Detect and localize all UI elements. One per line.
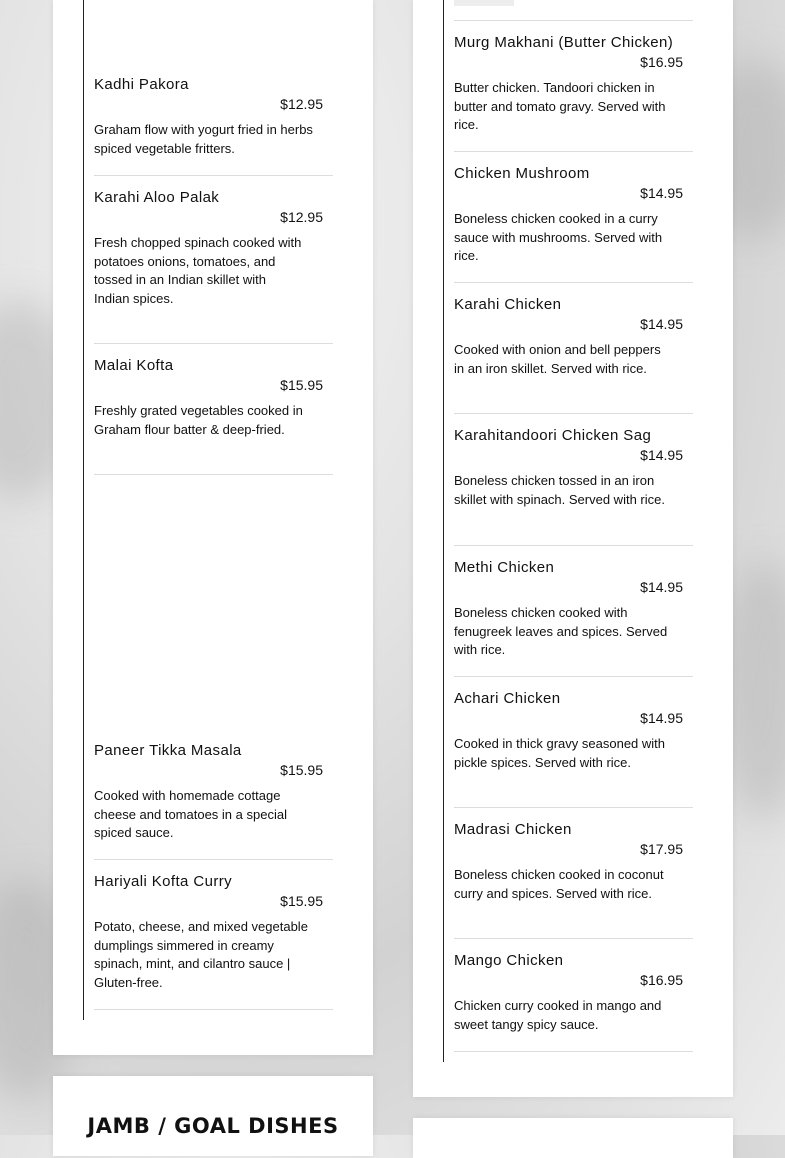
menu-item-name: Paneer Tikka Masala [94,742,242,759]
menu-item-description: Graham flow with yogurt fried in herbs spiced vegetable fritters. [94,122,313,156]
menu-item-name: Karahi Aloo Palak [94,189,220,206]
menu-item-description: Chicken curry cooked in mango and sweet tangy spicy sauce. [454,998,662,1032]
menu-item [454,427,693,546]
menu-item-description: Cooked with onion and bell peppers in an iron skillet. Served with rice. [454,342,661,376]
menu-item-price: $17.95 [640,841,683,857]
menu-item-name: Hariyali Kofta Curry [94,873,233,890]
menu-item [454,296,693,414]
menu-item [454,34,693,152]
divider [454,20,693,21]
menu-item-price: $14.95 [640,185,683,201]
menu-item-description: Potato, cheese, and mixed vegetable dumplings simmered in creamy spinach, mint, and cilantro sauce | Gluten-free. [94,919,308,990]
column-divider-line [443,0,444,1062]
menu-item [94,189,333,344]
menu-item-price: $14.95 [640,316,683,332]
menu-item-description: Butter chicken. Tandoori chicken in butter and tomato gravy. Served with rice. [454,80,666,133]
menu-item [454,821,693,939]
menu-item-price: $12.95 [280,209,323,225]
menu-item [454,165,693,283]
menu-item-name: Kadhi Pakora [94,76,189,93]
menu-item [454,952,693,1052]
menu-item-price: $14.95 [640,447,683,463]
menu-item-name: Karahitandoori Chicken Sag [454,427,652,444]
menu-card-vegetarian [53,0,373,1055]
menu-item-price: $14.95 [640,710,683,726]
menu-item-name: Methi Chicken [454,559,555,576]
menu-item-price: $14.95 [640,579,683,595]
menu-item-description: Boneless chicken cooked in a curry sauce with mushrooms. Served with rice. [454,211,663,264]
section-title: JAMB / GOAL DISHES [87,1114,339,1138]
menu-item-name: Madrasi Chicken [454,821,572,838]
menu-item-description: Boneless chicken cooked with fenugreek leaves and spices. Served with rice. [454,605,668,658]
menu-item-price: $16.95 [640,972,683,988]
menu-item-description: Boneless chicken cooked in coconut curry and spices. Served with rice. [454,867,664,901]
menu-item [94,742,333,860]
menu-item-name: Achari Chicken [454,690,561,707]
menu-card-chicken [413,0,733,1097]
menu-card-next [413,1118,733,1158]
menu-item [454,690,693,808]
menu-item-price: $15.95 [280,893,323,909]
menu-item-price: $15.95 [280,762,323,778]
menu-item [94,76,333,176]
menu-item-price: $15.95 [280,377,323,393]
menu-item-name: Mango Chicken [454,952,564,969]
menu-item-price: $16.95 [640,54,683,70]
menu-item-name: Karahi Chicken [454,296,562,313]
column-divider-line [83,0,84,1020]
menu-item [454,559,693,677]
menu-item-name: Chicken Mushroom [454,165,590,182]
menu-item-price: $12.95 [280,96,323,112]
menu-item-name: Murg Makhani (Butter Chicken) [454,34,674,51]
menu-item-description: Cooked in thick gravy seasoned with pickle spices. Served with rice. [454,736,666,770]
menu-item-name: Malai Kofta [94,357,174,374]
menu-item [94,873,333,1010]
menu-item-description: Boneless chicken tossed in an iron skillet with spinach. Served with rice. [454,473,665,507]
menu-item-description: Freshly grated vegetables cooked in Graham flour batter & deep-fried. [94,403,303,437]
menu-item [94,357,333,475]
menu-card-jamb-goal [53,1076,373,1156]
cut-off-text [454,0,514,6]
menu-item-description: Fresh chopped spinach cooked with potatoes onions, tomatoes, and tossed in an Indian skillet with Indian spices. [94,235,302,306]
menu-item-description: Cooked with homemade cottage cheese and tomatoes in a special spiced sauce. [94,788,287,841]
